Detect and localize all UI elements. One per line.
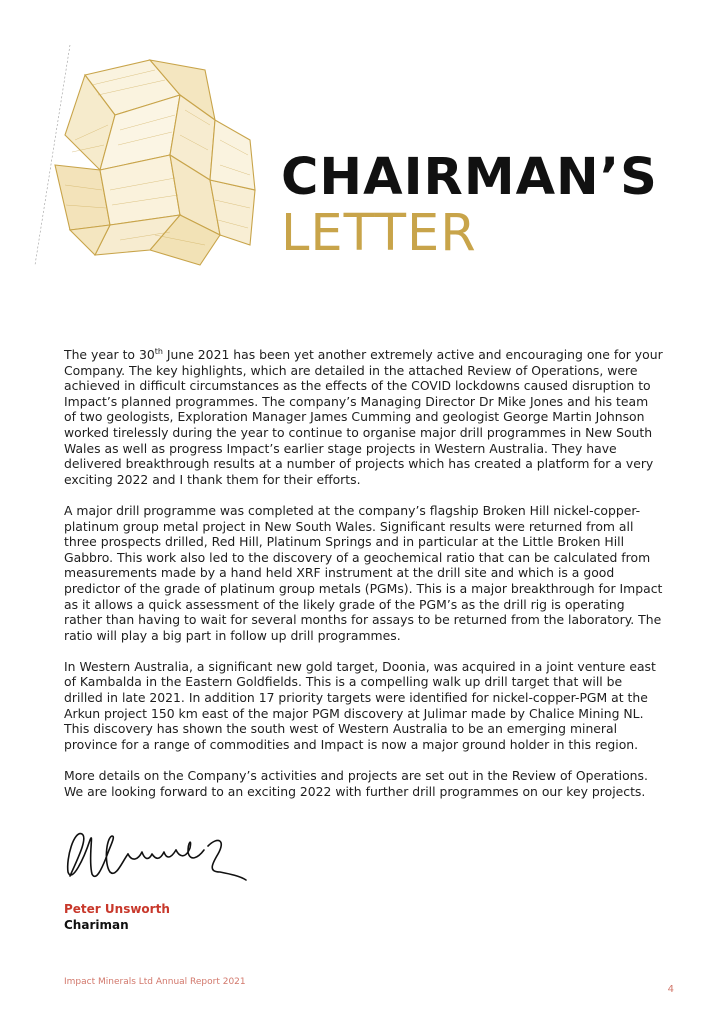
crystal-illustration [30, 40, 280, 280]
letter-paragraph-4: More details on the Company’s activities and projects are set out in the Review of Operations. We are looking forward to an exciting 2022 with further drill programmes on our key projects. [64, 768, 648, 799]
page-number: 4 [667, 984, 674, 995]
signer-name: Peter Unsworth [64, 902, 170, 916]
letter-paragraph-2: A major drill programme was completed at the company’s flagship Broken Hill nickel-copper-platinum group metal project in New South Wales. Significant results were returned from all three prospects drilled, Red Hill, Platinum Springs and in particular at the Little Broken Hill Gabbro. This work also led to the discovery of a geochemical ratio that can be calculated from measurements made by a hand held XRF instrument at the drill site and which is a good predictor of the grade of platinum group metals (PGMs). This is a major breakthrough for Impact as it allows a quick assessment of the likely grade of the PGM’s as the drill rig is operating rather than having to wait for several months for assays to be returned from the laboratory. The ratio will play a big part in follow up drill programmes. [64, 502, 663, 643]
signer-title: Chariman [64, 918, 129, 932]
page-title [281, 150, 658, 262]
paragraph-1-start: The year to 30 [64, 347, 155, 362]
handwritten-signature [58, 828, 248, 898]
title-line-chairmans: CHAIRMAN’S [281, 148, 658, 207]
letter-body [64, 347, 664, 815]
title-line-letter: LETTER [281, 204, 477, 263]
footer-report-name: Impact Minerals Ltd Annual Report 2021 [64, 977, 246, 987]
paragraph-1-rest: June 2021 has been yet another extremely active and encouraging one for your Company. The key highlights, which are detailed in the attached Review of Operations, were achieved in difficult circumstances as the effects of the COVID lockdowns caused disruption to Impact’s planned programmes. The company’s Managing Director Dr Mike Jones and his team of two geologists, Exploration Manager James Cumming and geologist George Martin Johnson worked tirelessly during the year to continue to organise major drill programmes in New South Wales as well as progress Impact’s earlier stage projects in Western Australia. They have delivered breakthrough results at a number of projects which has created a platform for a very exciting 2022 and I thank them for their efforts. [64, 347, 663, 487]
ordinal-suffix: th [154, 346, 163, 356]
letter-paragraph-3: In Western Australia, a significant new gold target, Doonia, was acquired in a joint venture east of Kambalda in the Eastern Goldfields. This is a compelling walk up drill target that will be drilled in late 2021. In addition 17 priority targets were identified for nickel-copper-PGM at the Arkun project 150 km east of the major PGM discovery at Julimar made by Chalice Mining NL. This discovery has shown the south west of Western Australia to be an emerging mineral province for a range of commodities and Impact is now a major ground holder in this region. [64, 658, 656, 752]
letter-paragraph-1 [64, 347, 664, 487]
